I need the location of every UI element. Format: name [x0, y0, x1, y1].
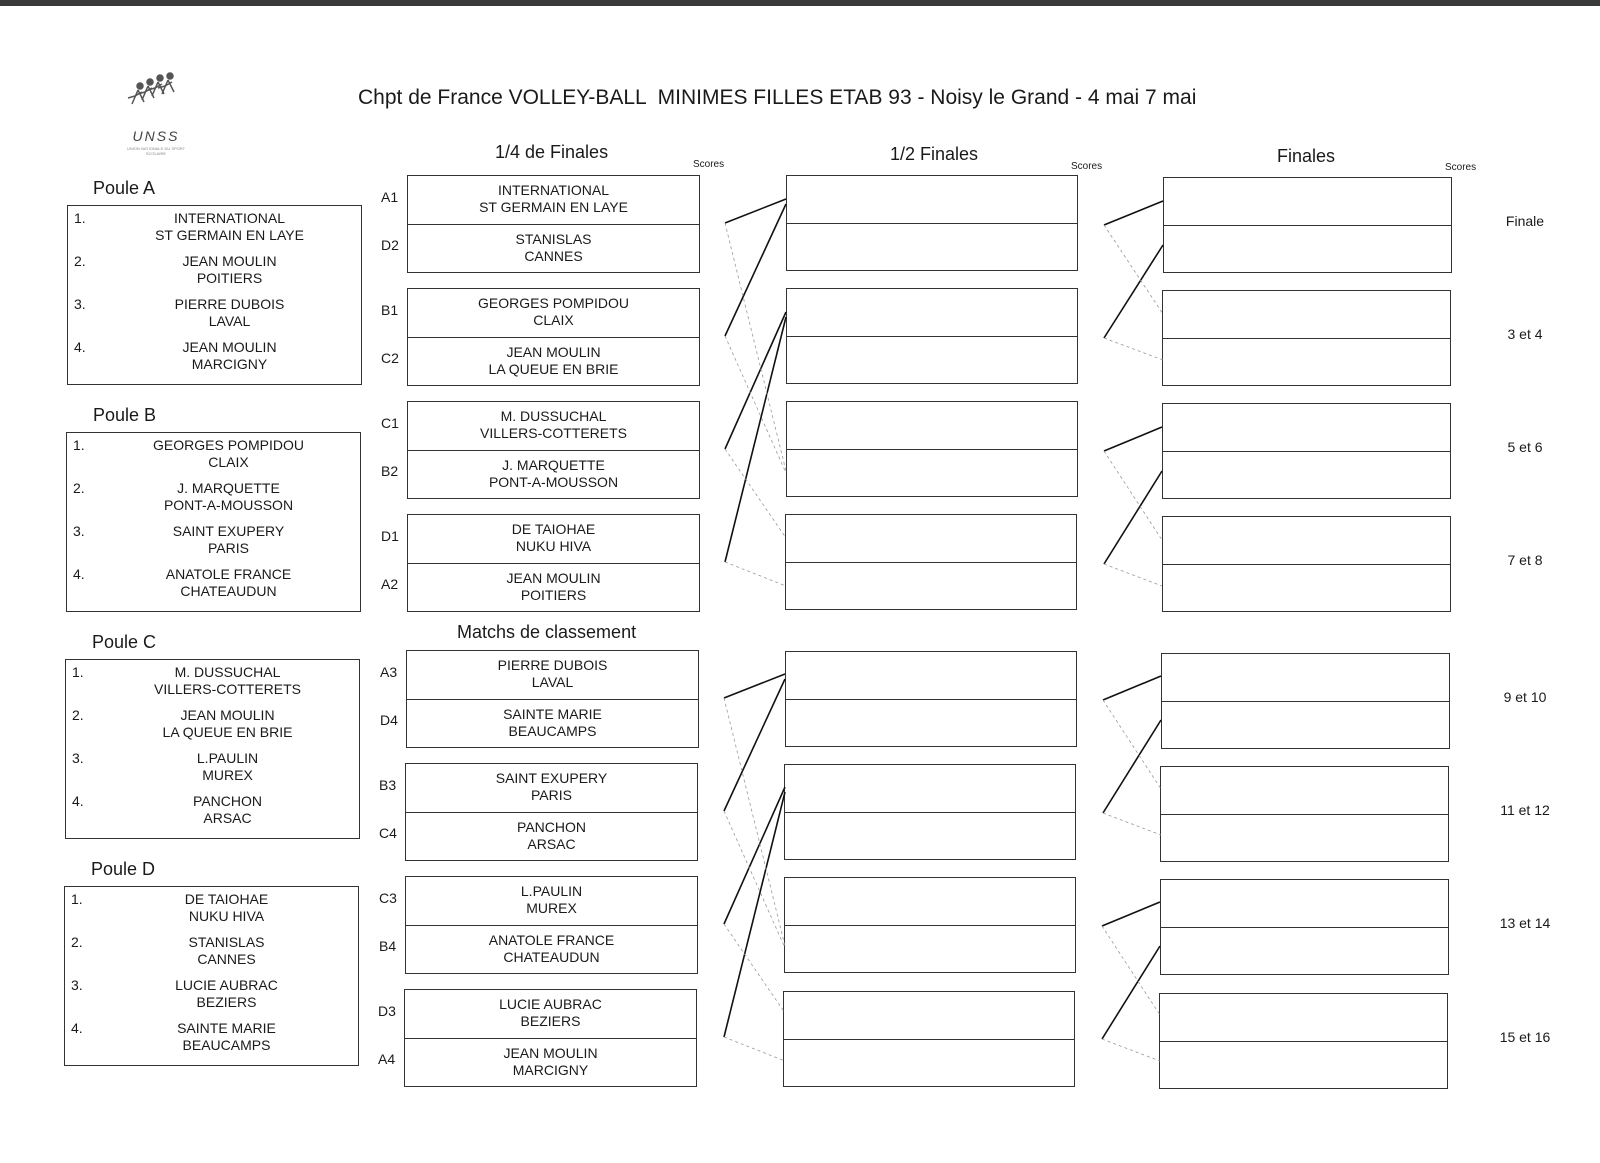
- team-line2: LAVAL: [208, 313, 251, 329]
- team-line2: CHATEAUDUN: [180, 583, 277, 599]
- seed-label: D2: [381, 237, 399, 253]
- winner-line: [1103, 676, 1161, 700]
- winner-line: [1104, 201, 1163, 225]
- placement-label: 15 et 16: [1499, 1029, 1551, 1045]
- team-line1: DE TAIOHAE: [184, 891, 269, 907]
- team-line1: JEAN MOULIN: [503, 1045, 598, 1061]
- winner-line: [725, 204, 786, 336]
- winner-line: [1104, 427, 1162, 451]
- team-line1: JEAN MOULIN: [506, 344, 601, 360]
- winner-line: [724, 787, 785, 924]
- placement-label: 13 et 14: [1499, 915, 1551, 931]
- team-line2: LAVAL: [531, 674, 574, 690]
- team-line2: NUKU HIVA: [188, 908, 265, 924]
- team-line1: M. DUSSUCHAL: [500, 408, 607, 424]
- team-line2: BEAUCAMPS: [508, 723, 597, 739]
- classement-header: Matchs de classement: [457, 622, 637, 642]
- team-line1: GEORGES POMPIDOU: [153, 437, 304, 453]
- team-line1: INTERNATIONAL: [498, 182, 609, 198]
- placement-label: 9 et 10: [1503, 689, 1547, 705]
- rank-number: 2.: [73, 480, 85, 496]
- seed-label: B1: [381, 302, 399, 318]
- team-line2: MUREX: [526, 900, 577, 916]
- rank-number: 2.: [72, 707, 84, 723]
- page-title: Chpt de France VOLLEY-BALL MINIMES FILLES ETAB 93 - Noisy le Grand - 4 mai 7 mai: [358, 86, 1197, 109]
- winner-line: [725, 199, 786, 223]
- seed-label: A2: [381, 576, 399, 592]
- team-line1: PIERRE DUBOIS: [497, 657, 608, 673]
- loser-line: [1103, 813, 1161, 835]
- rank-number: 3.: [71, 977, 83, 993]
- seed-label: B3: [379, 777, 397, 793]
- team-line2: CANNES: [197, 951, 256, 967]
- team-line2: CLAIX: [533, 312, 574, 328]
- team-line2: POITIERS: [520, 587, 587, 603]
- team-line1: PANCHON: [517, 819, 586, 835]
- team-line2: NUKU HIVA: [515, 538, 592, 554]
- team-line1: LUCIE AUBRAC: [175, 977, 278, 993]
- team-line2: BEAUCAMPS: [182, 1037, 271, 1053]
- winner-line: [1104, 245, 1163, 338]
- team-line1: M. DUSSUCHAL: [174, 664, 281, 680]
- team-line2: LA QUEUE EN BRIE: [488, 361, 619, 377]
- seed-label: B2: [381, 463, 399, 479]
- seed-label: B4: [379, 938, 397, 954]
- team-line1: J. MARQUETTE: [502, 457, 605, 473]
- rank-number: 4.: [74, 339, 86, 355]
- team-line2: PONT-A-MOUSSON: [488, 474, 619, 490]
- winner-line: [724, 674, 785, 698]
- team-line2: MARCIGNY: [512, 1062, 589, 1078]
- team-line1: JEAN MOULIN: [506, 570, 601, 586]
- winner-line: [1102, 902, 1160, 926]
- team-line2: ARSAC: [527, 836, 576, 852]
- team-line2: ARSAC: [203, 810, 252, 826]
- poule-title: Poule C: [92, 632, 157, 652]
- team-line2: BEZIERS: [520, 1013, 581, 1029]
- finals-header: Finales: [1277, 146, 1336, 166]
- loser-line: [725, 562, 786, 586]
- team-line2: PONT-A-MOUSSON: [163, 497, 294, 513]
- team-line1: ANATOLE FRANCE: [165, 566, 292, 582]
- team-line1: STANISLAS: [515, 231, 592, 247]
- team-line2: ST GERMAIN EN LAYE: [155, 227, 304, 243]
- seed-label: D1: [381, 528, 399, 544]
- team-line2: CLAIX: [208, 454, 249, 470]
- placement-label: 11 et 12: [1500, 802, 1550, 818]
- seed-label: D4: [380, 712, 398, 728]
- rank-number: 1.: [73, 437, 85, 453]
- team-line2: MUREX: [202, 767, 253, 783]
- winner-line: [1103, 720, 1161, 813]
- loser-line: [1104, 225, 1163, 314]
- team-line1: L.PAULIN: [520, 883, 583, 899]
- team-line1: L.PAULIN: [196, 750, 259, 766]
- winner-line: [724, 679, 785, 811]
- loser-line: [725, 223, 786, 471]
- loser-line: [1104, 338, 1163, 360]
- rank-number: 1.: [71, 891, 83, 907]
- team-line1: JEAN MOULIN: [182, 253, 277, 269]
- loser-line: [1104, 451, 1162, 540]
- rank-number: 4.: [73, 566, 85, 582]
- team-line2: VILLERS-COTTERETS: [479, 425, 628, 441]
- seed-label: A4: [378, 1051, 396, 1067]
- rank-number: 4.: [71, 1020, 83, 1036]
- team-line2: LA QUEUE EN BRIE: [162, 724, 293, 740]
- quarter-scores-label: Scores: [693, 159, 725, 170]
- team-line1: SAINTE MARIE: [503, 706, 602, 722]
- team-line1: SAINTE MARIE: [177, 1020, 276, 1036]
- team-line2: CANNES: [524, 248, 583, 264]
- placement-label: Finale: [1505, 213, 1545, 229]
- loser-line: [1102, 1039, 1160, 1061]
- team-line1: JEAN MOULIN: [182, 339, 277, 355]
- seed-label: A1: [381, 189, 399, 205]
- team-line2: PARIS: [531, 787, 572, 803]
- team-line1: PANCHON: [193, 793, 262, 809]
- team-line2: POITIERS: [196, 270, 263, 286]
- rank-number: 3.: [74, 296, 86, 312]
- team-line1: SAINT EXUPERY: [172, 523, 285, 539]
- winner-line: [725, 312, 786, 449]
- team-line1: INTERNATIONAL: [174, 210, 285, 226]
- seed-label: C3: [379, 890, 397, 906]
- team-line1: GEORGES POMPIDOU: [478, 295, 629, 311]
- team-line2: CHATEAUDUN: [503, 949, 600, 965]
- team-line1: SAINT EXUPERY: [495, 770, 608, 786]
- placement-label: 5 et 6: [1507, 439, 1543, 455]
- winner-line: [1102, 946, 1160, 1039]
- team-line1: LUCIE AUBRAC: [499, 996, 602, 1012]
- semi-finals-header: 1/2 Finales: [890, 144, 979, 164]
- loser-line: [724, 698, 785, 946]
- semi-scores-label: Scores: [1071, 161, 1103, 172]
- team-line1: STANISLAS: [188, 934, 265, 950]
- team-line2: BEZIERS: [196, 994, 257, 1010]
- logo-subtext: UNION NATIONALE DU SPORT SCOLAIRE: [126, 146, 186, 156]
- quarter-finals-header: 1/4 de Finales: [495, 142, 609, 162]
- loser-line: [1102, 926, 1160, 1015]
- rank-number: 2.: [74, 253, 86, 269]
- seed-label: C1: [381, 415, 399, 431]
- team-line1: J. MARQUETTE: [177, 480, 280, 496]
- team-line2: MARCIGNY: [191, 356, 268, 372]
- rank-number: 4.: [72, 793, 84, 809]
- seed-label: C2: [381, 350, 399, 366]
- loser-line: [1104, 564, 1162, 586]
- team-line2: ST GERMAIN EN LAYE: [479, 199, 628, 215]
- seed-label: A3: [380, 664, 398, 680]
- team-line1: PIERRE DUBOIS: [174, 296, 285, 312]
- team-line2: VILLERS-COTTERETS: [153, 681, 302, 697]
- loser-line: [724, 1037, 785, 1061]
- rank-number: 1.: [72, 664, 84, 680]
- winner-line: [1104, 471, 1162, 564]
- team-line1: ANATOLE FRANCE: [488, 932, 615, 948]
- rank-number: 3.: [72, 750, 84, 766]
- poule-title: Poule A: [93, 178, 156, 198]
- rank-number: 1.: [74, 210, 86, 226]
- seed-label: D3: [378, 1003, 396, 1019]
- team-line1: JEAN MOULIN: [180, 707, 275, 723]
- logo-text: UNSS: [132, 128, 180, 144]
- rank-number: 3.: [73, 523, 85, 539]
- placement-label: 7 et 8: [1507, 552, 1543, 568]
- rank-number: 2.: [71, 934, 83, 950]
- poule-title: Poule D: [91, 859, 156, 879]
- finals-scores-label: Scores: [1445, 162, 1477, 173]
- team-line2: PARIS: [208, 540, 249, 556]
- team-line1: DE TAIOHAE: [511, 521, 596, 537]
- seed-label: C4: [379, 825, 397, 841]
- placement-label: 3 et 4: [1507, 326, 1543, 342]
- loser-line: [1103, 700, 1161, 789]
- poule-title: Poule B: [93, 405, 157, 425]
